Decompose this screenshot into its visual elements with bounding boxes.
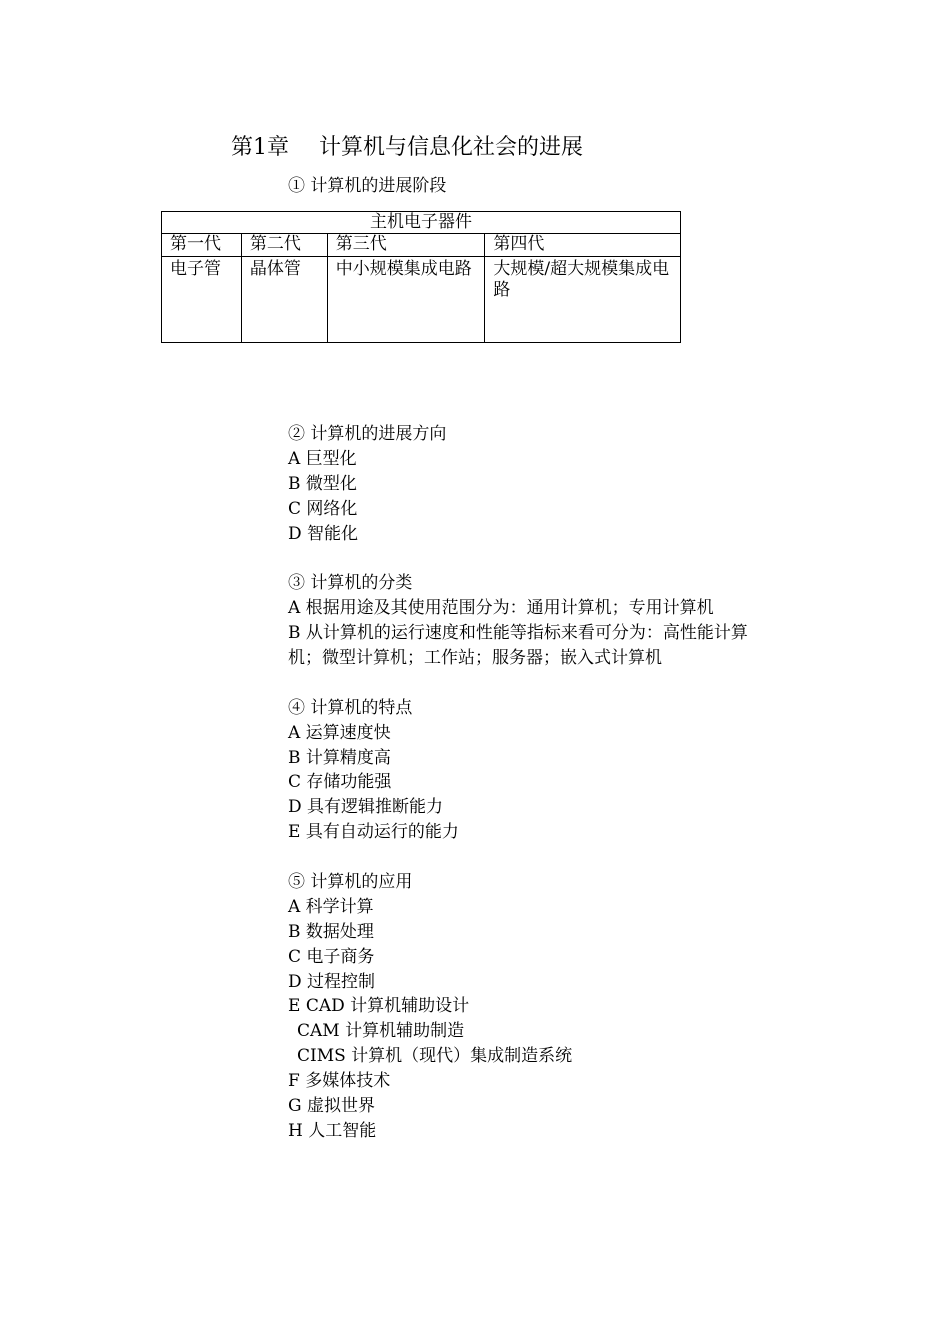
section-heading-features: ④ 计算机的特点 bbox=[288, 697, 413, 718]
chapter-title bbox=[231, 133, 583, 163]
document-body bbox=[288, 422, 748, 1144]
list-item: A 运算速度快 bbox=[288, 722, 391, 743]
list-item: C 存储功能强 bbox=[288, 772, 392, 793]
section-heading-classification: ③ 计算机的分类 bbox=[288, 573, 413, 594]
list-item: D 智能化 bbox=[288, 523, 359, 544]
table-header-gen4: 第四代 bbox=[485, 234, 681, 257]
list-item: E CAD 计算机辅助设计 bbox=[288, 996, 470, 1017]
spacer bbox=[288, 671, 748, 696]
chapter-number: 第1章 bbox=[231, 135, 289, 160]
table-cell-gen1: 电子管 bbox=[162, 257, 242, 343]
list-item: E 具有自动运行的能力 bbox=[288, 822, 459, 843]
list-item: CAM 计算机辅助制造 bbox=[297, 1021, 465, 1042]
section-heading-stages: ① 计算机的进展阶段 bbox=[288, 176, 447, 196]
list-item: F 多媒体技术 bbox=[288, 1071, 391, 1092]
list-item: G 虚拟世界 bbox=[288, 1096, 375, 1117]
list-item: 机；微型计算机；工作站；服务器；嵌入式计算机 bbox=[288, 648, 662, 669]
section-heading-applications: ⑤ 计算机的应用 bbox=[288, 872, 413, 893]
list-item: B 从计算机的运行速度和性能等指标来看可分为：高性能计算 bbox=[288, 623, 748, 644]
generations-table bbox=[161, 211, 681, 343]
list-item: C 电子商务 bbox=[288, 946, 375, 967]
list-item: A 科学计算 bbox=[288, 896, 374, 917]
list-item: A 巨型化 bbox=[288, 448, 357, 469]
table-header-gen3: 第三代 bbox=[327, 234, 485, 257]
spacer bbox=[288, 546, 748, 571]
list-item: H 人工智能 bbox=[288, 1120, 377, 1141]
table-caption: 主机电子器件 bbox=[162, 212, 681, 234]
table-cell-gen4: 大规模/超大规模集成电路 bbox=[485, 257, 681, 343]
spacer bbox=[288, 845, 748, 870]
table-cell-gen2: 晶体管 bbox=[241, 257, 327, 343]
list-item: A 根据用途及其使用范围分为：通用计算机；专用计算机 bbox=[288, 598, 714, 619]
table-header-gen2: 第二代 bbox=[241, 234, 327, 257]
list-item: B 计算精度高 bbox=[288, 747, 391, 768]
list-item: CIMS 计算机（现代）集成制造系统 bbox=[297, 1046, 573, 1067]
chapter-name: 计算机与信息化社会的进展 bbox=[319, 135, 584, 160]
table-cell-gen3: 中小规模集成电路 bbox=[327, 257, 485, 343]
list-item: C 网络化 bbox=[288, 498, 358, 519]
list-item: B 数据处理 bbox=[288, 921, 374, 942]
section-heading-directions: ② 计算机的进展方向 bbox=[288, 424, 447, 444]
list-item: D 具有逻辑推断能力 bbox=[288, 797, 444, 818]
list-item: B 微型化 bbox=[288, 473, 357, 494]
table-header-gen1: 第一代 bbox=[162, 234, 242, 257]
list-item: D 过程控制 bbox=[288, 971, 376, 992]
